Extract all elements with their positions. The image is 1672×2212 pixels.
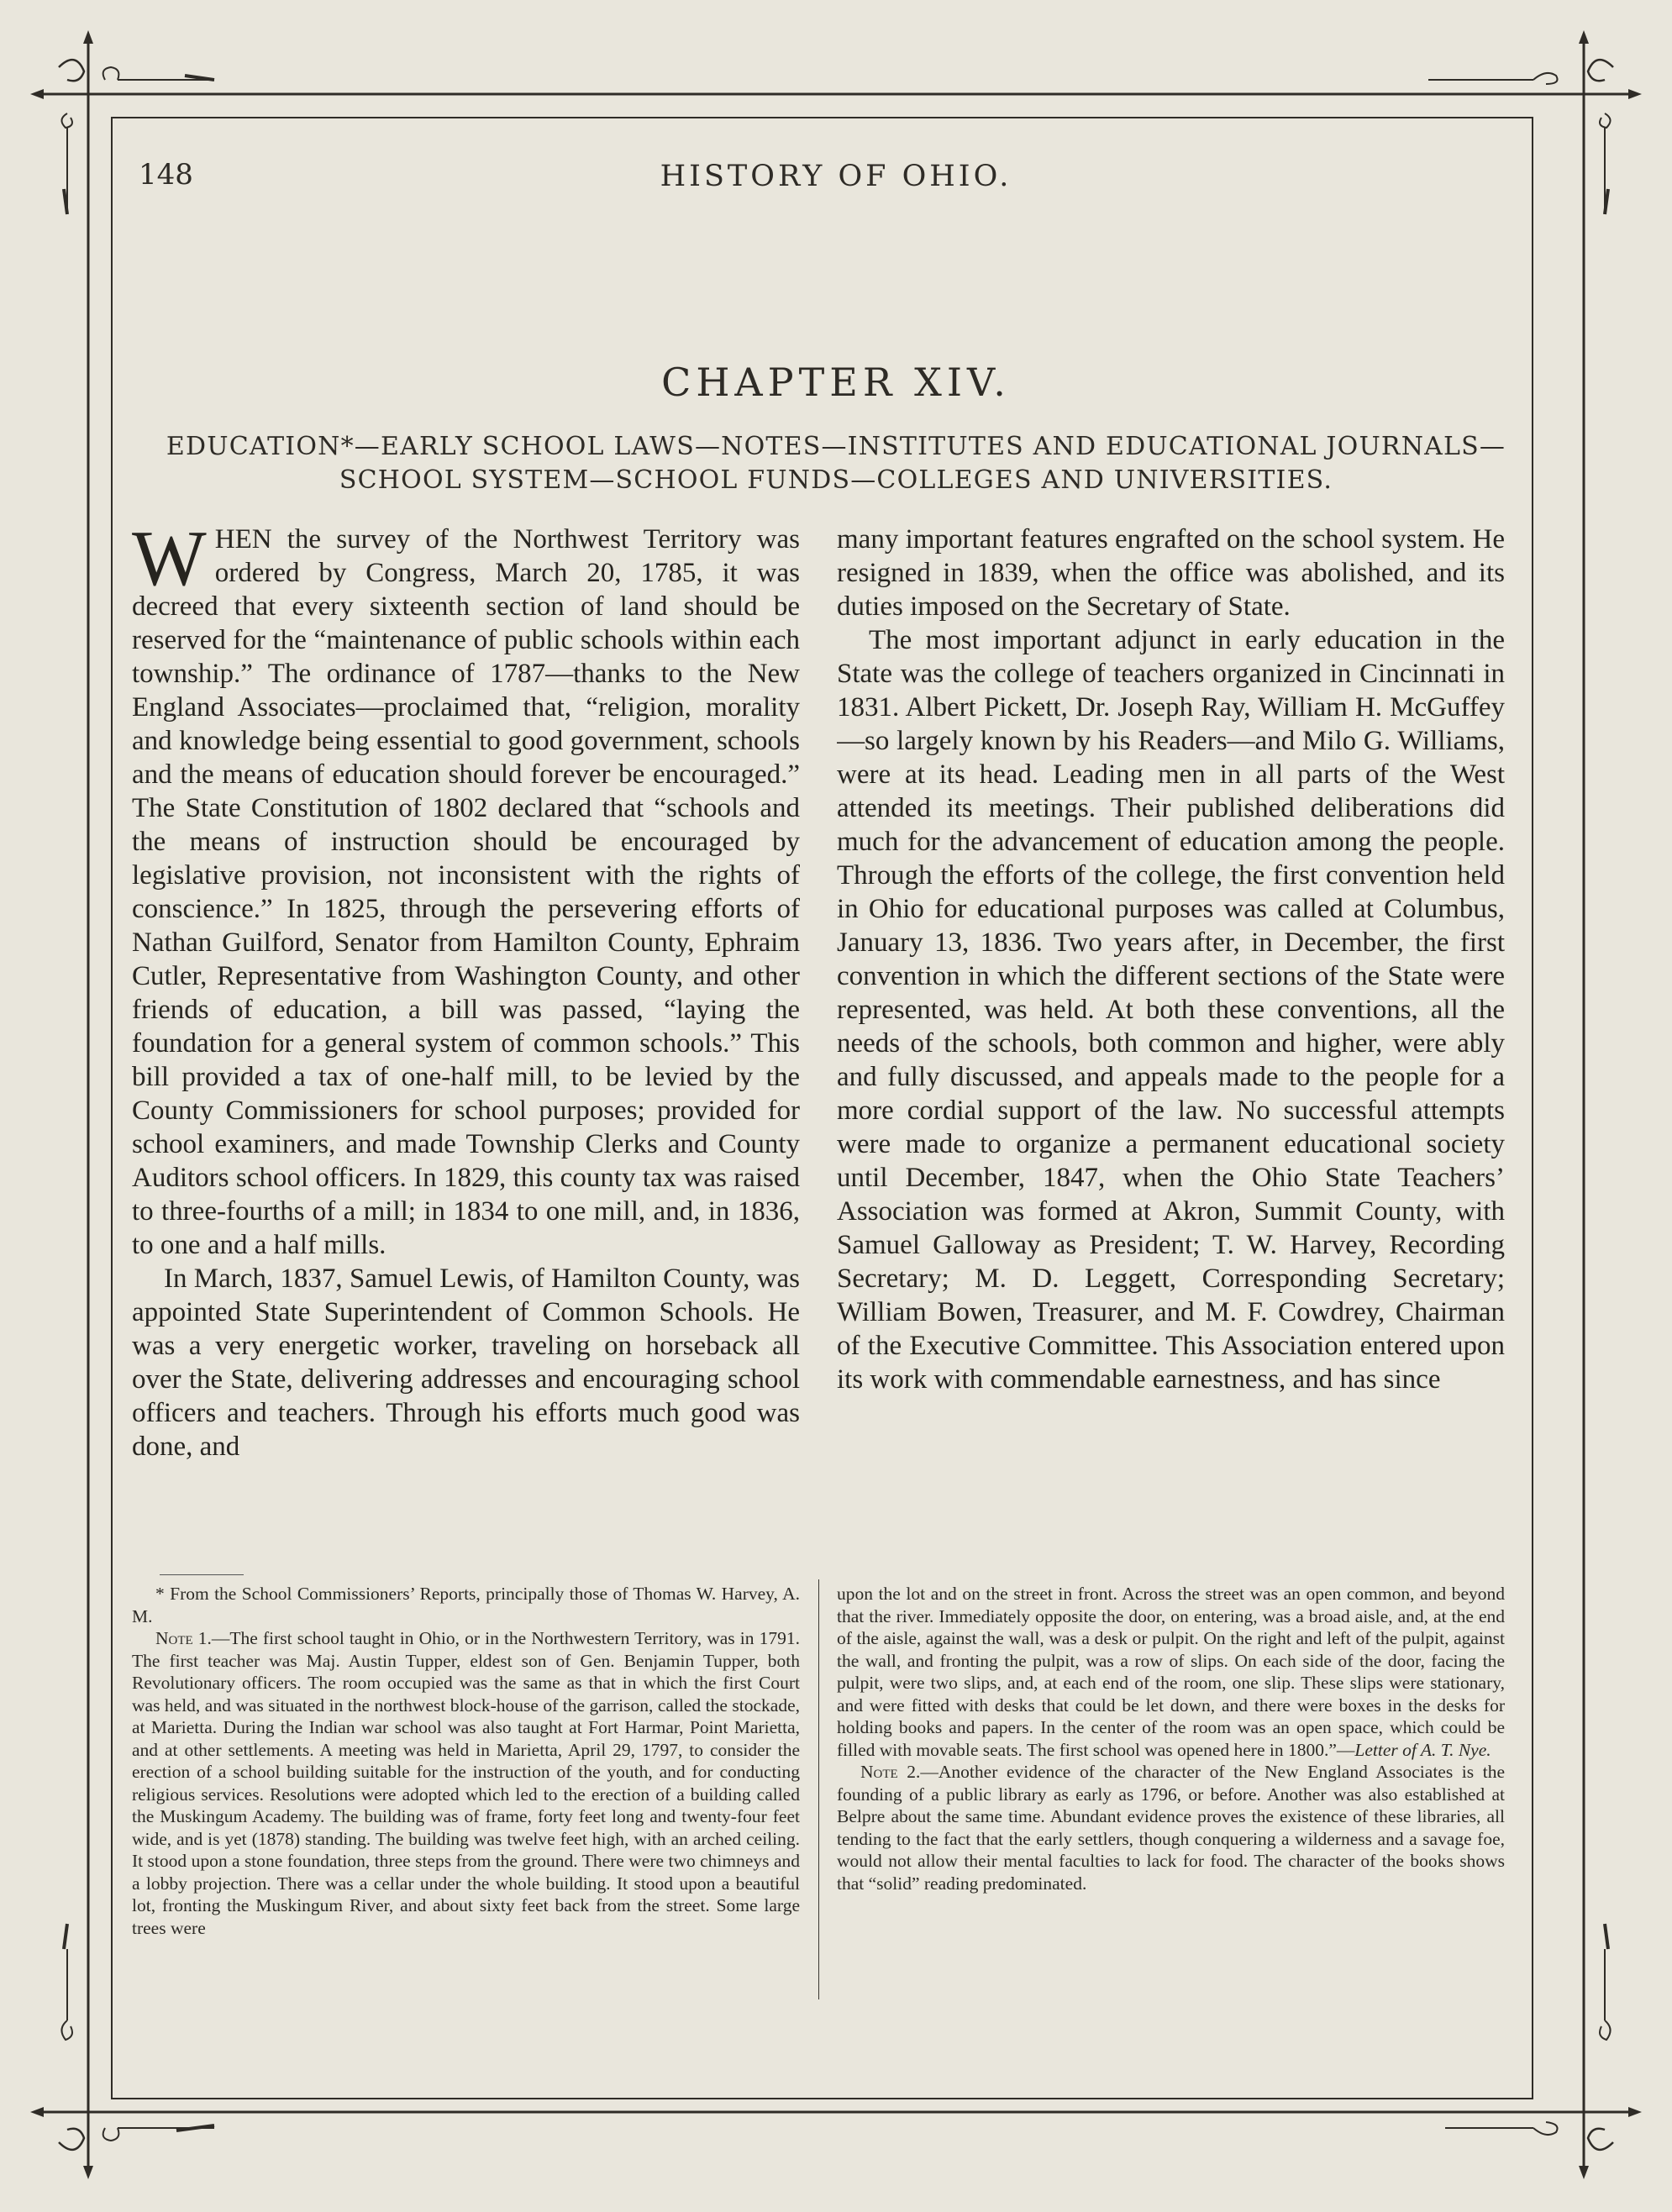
footnotes-left xyxy=(132,1583,800,2020)
chapter-title: CHAPTER XIV. xyxy=(661,360,1011,405)
footnote-rule xyxy=(160,1574,244,1575)
paragraph xyxy=(132,523,800,1262)
footnote-note-1 xyxy=(132,1627,800,1939)
drop-cap: W xyxy=(132,523,207,602)
chapter-subtitle-line-2: SCHOOL SYSTEM—SCHOOL FUNDS—COLLEGES AND UNIVERSITIES. xyxy=(339,465,1333,495)
page-number: 148 xyxy=(139,158,193,192)
chapter-subtitle xyxy=(109,430,1563,497)
footnotes-right xyxy=(837,1583,1505,2020)
paragraph: many important features engrafted on the school system. He resigned in 1839, when the office was abolished, and its duties imposed on the Secretary of State. xyxy=(837,524,1505,622)
running-title: HISTORY OF OHIO. xyxy=(660,160,1012,193)
note-text: —Another evidence of the character of the New England Associates is the founding of a public library as early as 1796, or before. Another was also established at Belpre about the same time. Abundant evidence proves the existence of these libraries, all tending to the fact that the early settlers, though conquering a wilderness and a savage foe, would not allow their mental faculties to lack for food. The character of the books shows that “solid” reading predominated. xyxy=(837,1762,1505,1894)
footnote-column-divider xyxy=(818,1579,819,1999)
note-label: Note 2. xyxy=(860,1762,921,1782)
body-column-right xyxy=(837,523,1505,1556)
paragraph: In March, 1837, Samuel Lewis, of Hamilton County, was appointed State Superintendent of Common Schools. He was a very energetic worker, traveling on horseback all over the State, delivering addresses and encouraging school officers and teachers. Through his efforts much good was done, and xyxy=(132,1264,800,1462)
note-text: —The first school taught in Ohio, or in the Northwestern Territory, was in 1791. The first teacher was Maj. Austin Tupper, eldest son of Gen. Benjamin Tupper, both Revolutionary officers. The room occupied was the same as that in which the first Court was held, and was situated in the northwest block-house of the garrison, called the stockade, at Marietta. During the Indian war school was also taught at Fort Harmar, Point Marietta, and at other settlements. A meeting was held in Marietta, April 29, 1797, to consider the erection of a school building suitable for the instruction of the youth, and for conducting religious services. Resolutions were adopted which led to the erection of a building called the Muskingum Academy. The building was of frame, forty feet long and twenty-four feet wide, and is yet (1878) standing. The building was twelve feet high, with an arched ceiling. It stood upon a stone foundation, three steps from the ground. There were two chimneys and a lobby projection. There was a cellar under the whole building. It stood upon a beautiful lot, fronting the Muskingum River, and about sixty feet back from the street. Some large trees were xyxy=(132,1628,800,1938)
footnote-star: * From the School Commissioners’ Reports, principally those of Thomas W. Harvey, A. M. xyxy=(132,1584,800,1626)
paragraph: The most important adjunct in early education in the State was the college of teachers organized in Cincinnati in 1831. Albert Pickett, Dr. Joseph Ray, William H. McGuffey—so largely known by his Readers—and Milo G. Williams, were at its head. Leading men in all parts of the West attended its meetings. Their published deliberations did much for the advancement of education among the people. Through the efforts of the college, the first convention held in Ohio for educational purposes was called at Columbus, January 13, 1836. Two years after, in December, the first convention in which the different sections of the State were represented, was held. At both these conventions, all the needs of the schools, both common and higher, were ably and fully discussed, and appeals made to the people for a more cordial support of the law. No successful attempts were made to organize a permanent educational society until December, 1847, when the Ohio State Teachers’ Association was formed at Akron, Summit County, with Samuel Galloway as President; T. W. Harvey, Recording Secretary; M. D. Leggett, Corresponding Secretary; William Bowen, Treasurer, and M. F. Cowdrey, Chairman of the Executive Committee. This Association entered upon its work with commendable earnestness, and has since xyxy=(837,625,1505,1395)
paragraph-text: HEN the survey of the Northwest Territory was ordered by Congress, March 20, 1785, it was decreed that every sixteenth section of land should be reserved for the “maintenance of public schools within each township.” The ordinance of 1787—thanks to the New England Associates—proclaimed that, “religion, morality and knowledge being essential to good government, schools and the means of education should forever be encouraged.” The State Constitution of 1802 declared that “schools and the means of instruction should be encouraged by legislative provision, not inconsistent with the rights of conscience.” In 1825, through the persevering efforts of Nathan Guilford, Senator from Hamilton County, Ephraim Cutler, Representative from Washington County, and other friends of education, a bill was passed, “laying the foundation for a general system of common schools.” This bill provided a tax of one-half mill, to be levied by the County Commissioners for school purposes; provided for school examiners, and made Township Clerks and County Auditors school officers. In 1829, this county tax was raised to three-fourths of a mill; in 1834 to one mill, and, in 1836, to one and a half mills. xyxy=(132,524,800,1260)
footnote-note-2 xyxy=(837,1761,1505,1894)
body-column-left xyxy=(132,523,800,1556)
chapter-subtitle-line-1: EDUCATION*—EARLY SCHOOL LAWS—NOTES—INSTITUTES AND EDUCATIONAL JOURNALS— xyxy=(166,432,1506,461)
footnote-note-1-continued xyxy=(837,1583,1505,1761)
note-signature: Letter of A. T. Nye. xyxy=(1354,1739,1491,1760)
note-text: upon the lot and on the street in front. Across the street was an open common, and beyond that the river. Immediately opposite the door, on entering, was a broad aisle, and, at the end of the aisle, against the wall, was a desk or pulpit. On the right and left of the pulpit, against the wall, and fronting the pulpit, was a row of slips. On each side of the door, facing the pulpit, were two slips, and, at each end of the room, one slip. These slips were stationary, and were fitted with desks that could be let down, and there were boxes in the desks for holding books and papers. In the center of the room was an open space, which could be filled with movable seats. The first school was opened here in 1800.”— xyxy=(837,1584,1505,1760)
note-label: Note 1. xyxy=(155,1628,212,1648)
